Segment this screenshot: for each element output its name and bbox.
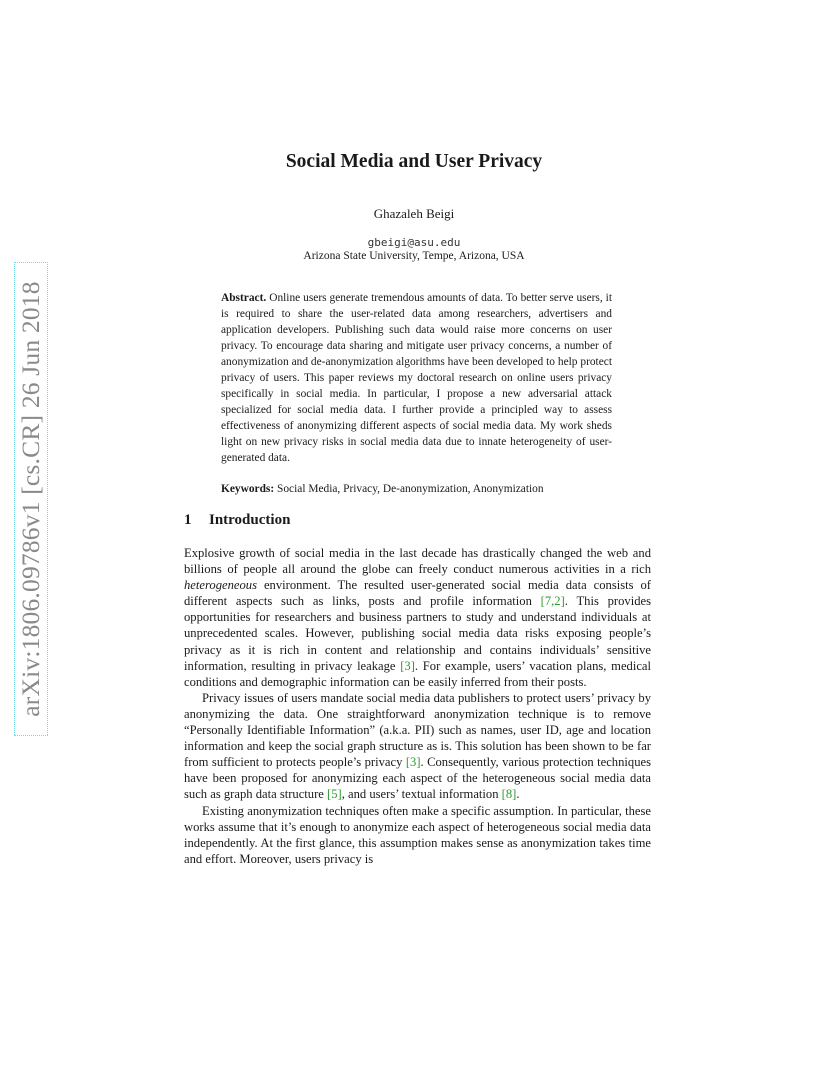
- paragraph-text: .: [516, 787, 520, 802]
- citation-link[interactable]: [7,2]: [540, 594, 565, 609]
- abstract-text: Online users generate tremendous amounts of data. To better serve users, it is required to share the user-related data among researchers, advertisers and application developers. Publishing such data would raise more concerns on user privacy. To encourage data sharing and mitigate user privacy concerns, a number of anonymization and de-anonymization algorithms have been developed to help protect privacy of users. This paper reviews my doctoral research on online users privacy specifically in social media. In particular, I propose a new adversarial attack specialized for social media data. I further provide a principled way to assess effectiveness of anonymizing different aspects of social media data. My work sheds light on new privacy risks in social media data due to innate heterogeneity of user-generated data.: [221, 292, 612, 464]
- keywords-label: Keywords:: [221, 483, 275, 495]
- section-title: Introduction: [209, 512, 291, 528]
- paragraph-2: [184, 690, 651, 803]
- author-name: Ghazaleh Beigi: [373, 206, 455, 221]
- section-number: 1: [184, 512, 192, 528]
- citation-link[interactable]: [3]: [400, 658, 415, 673]
- paper-title: Social Media and User Privacy: [285, 151, 543, 172]
- paragraph-3: [184, 803, 651, 867]
- paragraph-text: Privacy issues of users mandate social media data publishers to protect users’ privacy by anonymizing the data. One straightforward anonymization technique is to remove “Personally Identifiable Information” (a.k.a. PII) such as names, user ID, age and location information and keep the social graph structure as is. This solution has been shown to be far from sufficient to protects people’s privacy: [184, 690, 651, 770]
- abstract: [221, 290, 612, 466]
- paragraph-text: Explosive growth of social media in the last decade has drastically changed the web and billions of people all around the globe can freely conduct numerous activities in a rich: [184, 546, 651, 577]
- paragraph-text: Existing anonymization techniques often make a specific assumption. In particular, these works assume that it’s enough to anonymize each aspect of heterogeneous social media data independently. At the first glance, this assumption makes sense as anonymization takes time and effort. Moreover, users privacy is: [184, 803, 651, 866]
- emphasis-text: heterogeneous: [184, 578, 257, 593]
- paragraph-1: [184, 545, 651, 690]
- paragraph-text: . For example, users’ vacation plans, medical conditions and demographic information can be easily inferred from their posts.: [184, 658, 652, 689]
- author-email: gbeigi@asu.edu: [367, 236, 461, 249]
- keywords: [221, 481, 621, 497]
- section-heading: [184, 512, 290, 529]
- citation-link[interactable]: [3]: [405, 755, 421, 770]
- paragraph-text: . Consequently, various protection techniques have been proposed for anonymizing each aspect of the heterogeneous social media data such as graph data structure: [184, 755, 651, 802]
- citation-link[interactable]: [8]: [501, 787, 517, 802]
- author-affiliation: Arizona State University, Tempe, Arizona, USA: [303, 250, 525, 262]
- arxiv-sidebar: [14, 262, 48, 736]
- paragraph-text: , and users’ textual information: [341, 787, 502, 802]
- paragraph-text: environment. The resulted user-generated social media data consists of different aspects such as links, posts and profile information: [184, 578, 651, 609]
- keywords-text: Social Media, Privacy, De-anonymization, Anonymization: [277, 483, 544, 495]
- paragraph-text: . This provides opportunities for researchers and business partners to study and understand individuals at unprecedented scales. However, publishing social media data risks exposing people’s privacy as it is rich in content and relationship and contains individuals’ sensitive information, resulting in privacy leakage: [184, 594, 651, 673]
- citation-link[interactable]: [5]: [327, 787, 342, 802]
- arxiv-identifier-stamp[interactable]: arXiv:1806.09786v1 [cs.CR] 26 Jun 2018: [14, 262, 48, 736]
- section-body: [184, 545, 651, 867]
- abstract-label: Abstract.: [221, 292, 267, 304]
